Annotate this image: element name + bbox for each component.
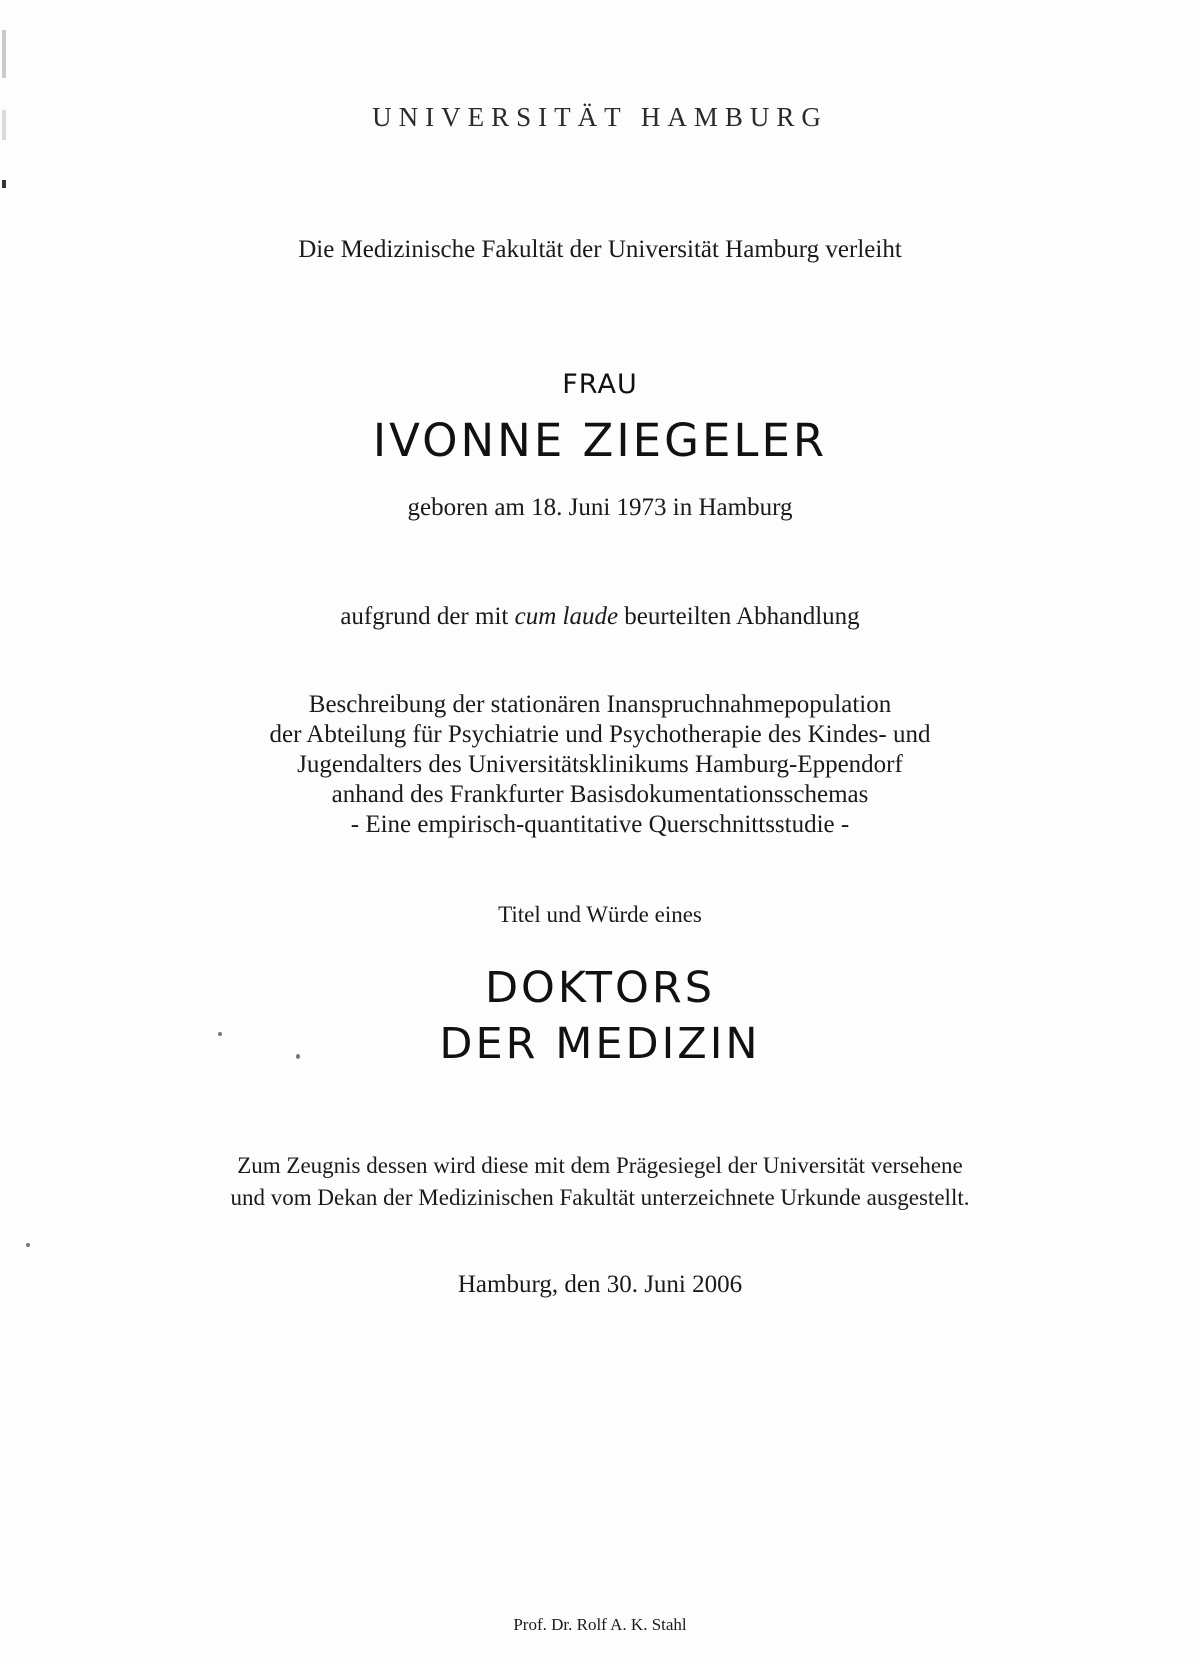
evaluation-prefix: aufgrund der mit xyxy=(340,603,509,630)
thesis-title-line: - Eine empirisch-quantitative Querschnittsstudie - xyxy=(350,811,850,838)
recipient-name: IVONNE ZIEGELER xyxy=(372,414,828,467)
dean-name: Prof. Dr. Rolf A. K. Stahl xyxy=(513,1615,687,1634)
degree-line: DOKTORS xyxy=(484,963,716,1013)
scan-edge-mark xyxy=(2,30,6,78)
title-line: Titel und Würde eines xyxy=(498,902,702,927)
thesis-title-line: der Abteilung für Psychiatrie und Psychotherapie des Kindes- und xyxy=(269,721,931,748)
university-name: UNIVERSITÄT HAMBURG xyxy=(372,102,828,132)
thesis-title-line: Jugendalters des Universitätsklinikums Hamburg-Eppendorf xyxy=(297,751,903,778)
thesis-title-line: anhand des Frankfurter Basisdokumentationsschemas xyxy=(331,781,869,808)
testimony-line: Zum Zeugnis dessen wird diese mit dem Prägesiegel der Universität versehene xyxy=(237,1153,963,1178)
scan-speck xyxy=(26,1243,30,1247)
place-date: Hamburg, den 30. Juni 2006 xyxy=(457,1271,743,1298)
evaluation-grade: cum laude xyxy=(514,603,619,630)
degree-title xyxy=(0,960,1200,1072)
testimony-statement xyxy=(0,1150,1200,1214)
thesis-title xyxy=(0,690,1200,840)
evaluation-line xyxy=(0,603,1200,631)
scan-edge-mark xyxy=(2,180,6,188)
degree-line: DER MEDIZIN xyxy=(439,1019,761,1069)
evaluation-suffix: beurteilten Abhandlung xyxy=(624,603,860,630)
thesis-title-line: Beschreibung der stationären Inanspruchnahmepopulation xyxy=(308,691,892,718)
testimony-line: und vom Dekan der Medizinischen Fakultät unterzeichnete Urkunde ausgestellt. xyxy=(230,1185,970,1210)
birth-line: geboren am 18. Juni 1973 in Hamburg xyxy=(407,494,793,521)
faculty-statement: Die Medizinische Fakultät der Universität Hamburg verleiht xyxy=(298,236,902,263)
salutation: FRAU xyxy=(562,369,638,400)
